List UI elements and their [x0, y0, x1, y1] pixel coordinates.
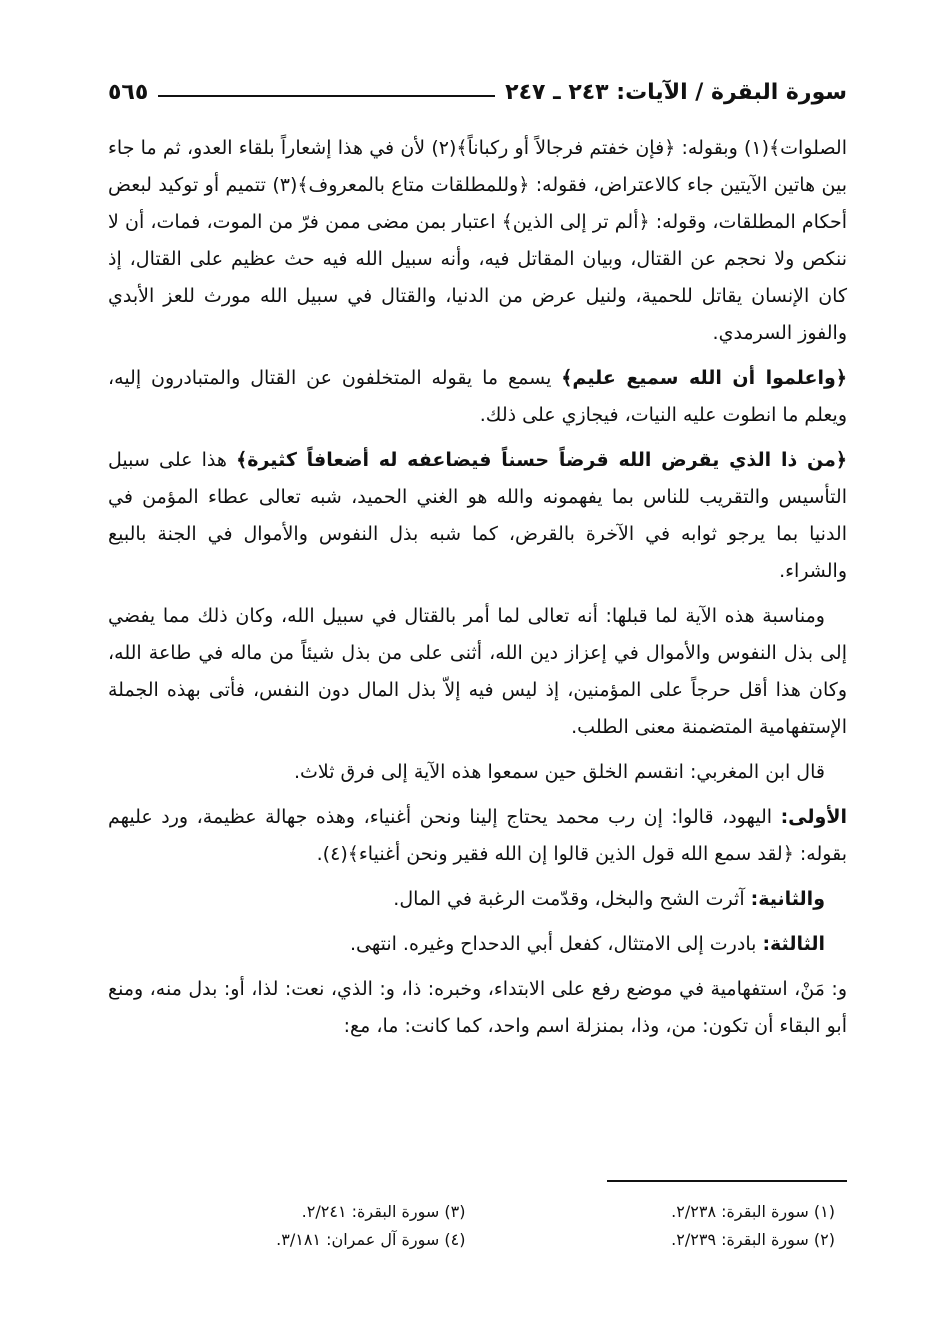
paragraph-text: يسمع ما يقوله المتخلفون عن القتال والمتبادرون إليه، ويعلم ما انطوت عليه النيات، فيجازي على ذلك. — [108, 367, 847, 426]
page-number: ٥٦٥ — [108, 79, 149, 105]
paragraph-4 — [108, 598, 847, 746]
paragraph-text: هذا على سبيل التأسيس والتقريب للناس بما يفهمونه والله هو الغني الحميد، شبه تعالى عطاء المؤمن في الدنيا بما يرجو ثوابه في الآخرة بالقرض، كما شبه بذل النفوس والأموال في الجنة بالبيع والشراء. — [108, 449, 847, 582]
paragraph-text: ومناسبة هذه الآية لما قبلها: أنه تعالى لما أمر بالقتال في سبيل الله، وكان ذلك مما يفضي إلى بذل النفوس والأموال في إعزاز دين الله، أثنى على من بذل شيئاً من ماله في طاعة الله، وكان هذا أقل حرجاً على المؤمنين، إذ ليس فيه إلاّ بذل المال دون النفس، فأتى بهذه الجملة الإستفهامية المتضمنة معنى الطلب. — [108, 605, 847, 738]
paragraph-2 — [108, 360, 847, 434]
footnote-separator — [607, 1180, 847, 1182]
running-header — [108, 72, 847, 112]
footnote: (١) سورة البقرة: ٢/٢٣٨. — [671, 1202, 835, 1221]
paragraph-6 — [108, 799, 847, 873]
paragraph-text: و: مَنْ، استفهامية في موضع رفع على الابتداء، وخبره: ذا، و: الذي، نعت: لذا، أو: بدل منه، ومنع أبو البقاء أن تكون: من، وذا، بمنزلة اسم واحد، كما كانت: ما، مع: — [108, 978, 847, 1037]
quran-verse-lead: ﴿من ذا الذي يقرض الله قرضاً حسناً فيضاعفه له أضعافاً كثيرة﴾ — [236, 449, 847, 471]
paragraph-3 — [108, 442, 847, 590]
paragraph-7 — [108, 881, 847, 918]
quran-verse-lead: ﴿واعلموا أن الله سميع عليم﴾ — [561, 367, 847, 389]
footnotes — [108, 1198, 847, 1254]
paragraph-text: بادرت إلى الامتثال، كفعل أبي الدحداح وغيره. انتهى. — [349, 933, 763, 955]
paragraph-1 — [108, 130, 847, 352]
footnote: (٣) سورة البقرة: ٢/٢٤١. — [301, 1202, 466, 1221]
paragraph-8 — [108, 926, 847, 963]
paragraph-text: قال ابن المغربي: انقسم الخلق حين سمعوا هذه الآية إلى فرق ثلاث. — [293, 761, 825, 783]
main-text — [108, 130, 847, 1053]
paragraph-lead: الأولى: — [780, 806, 847, 828]
footnotes-left-column — [108, 1198, 478, 1254]
header-title: سورة البقرة / الآيات: ٢٤٣ ـ ٢٤٧ — [505, 79, 847, 105]
paragraph-text: آثرت الشح والبخل، وقدّمت الرغبة في المال. — [393, 888, 751, 910]
paragraph-text: الصلوات﴾(١) وبقوله: ﴿فإن خفتم فرجالاً أو ركباناً﴾(٢) لأن في هذا إشعاراً بلقاء العدو، ثم ما جاء بين هاتين الآيتين جاء كالاعتراض، فقوله: ﴿وللمطلقات متاع بالمعروف﴾(٣) تتميم أو توكيد لبعض أحكام المطلقات، وقوله: ﴿ألم تر إلى الذين﴾ اعتبار بمن مضى ممن فرّ من الموت، فمات، أن لا ننكص ولا نحجم عن القتال، وبيان المقاتل فيه، وأنه سبيل الله فيه حث عظيم على القتال، إذ كان الإنسان يقاتل للحمية، ولنيل عرض من الدنيا، والقتال في سبيل الله مورث للعز الأبدي والفوز السرمدي. — [108, 137, 847, 344]
paragraph-9 — [108, 971, 847, 1045]
header-rule — [158, 95, 495, 97]
paragraph-lead: الثالثة: — [762, 933, 825, 955]
footnotes-right-column — [478, 1198, 848, 1254]
paragraph-lead: والثانية: — [750, 888, 825, 910]
paragraph-5 — [108, 754, 847, 791]
footnote: (٢) سورة البقرة: ٢/٢٣٩. — [671, 1230, 835, 1249]
paragraph-text: اليهود، قالوا: إن رب محمد يحتاج إلينا ونحن أغنياء، وهذه جهالة عظيمة، ورد عليهم بقوله: ﴿لقد سمع الله قول الذين قالوا إن الله فقير ونحن أغنياء﴾(٤). — [108, 806, 847, 865]
footnote: (٤) سورة آل عمران: ٣/١٨١. — [276, 1230, 466, 1249]
